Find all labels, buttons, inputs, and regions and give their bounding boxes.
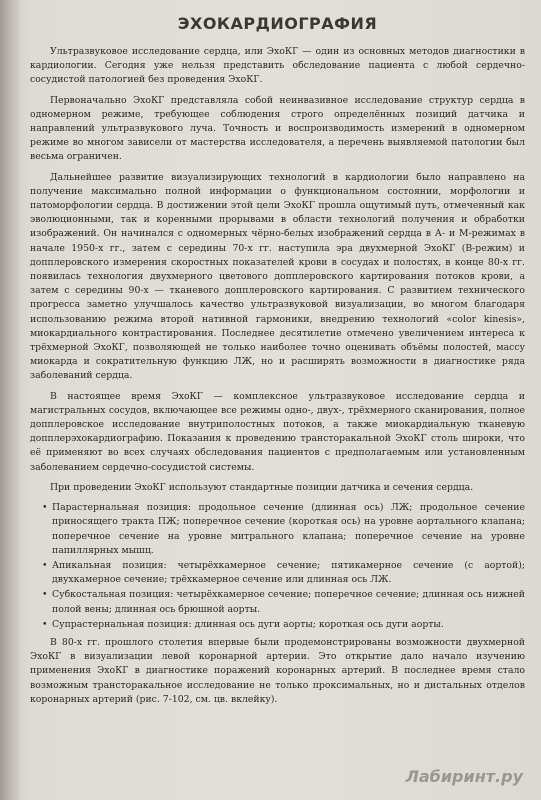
page-title: ЭХОКАРДИОГРАФИЯ: [177, 14, 378, 33]
list-item-apical: • Апикальная позиция: четырёхкамерное сечение; пятикамерное сечение (с аортой); двухкамерное сечение; трёхкамерное сечение или длинная ось ЛЖ.: [44, 559, 525, 587]
paragraph-positions-intro: При проведении ЭхоКГ используют стандартные позиции датчика и сечения сердца.: [50, 481, 474, 493]
paragraph-development: Дальнейшее развитие визуализирующих технологий в кардиологии было направлено на получение максимально полной информации о функциональном состоянии, морфологии и патоморфологии сердца. В достижении этой цели ЭхоКГ прошла ощутимый путь, отмеченный как эволюционными, так и коренными прорывами в области технологий получения и обработки изображений. Он начинался с одномерных чёрно-белых изображений сердца в А- и М-режимах в начале 1950-х гг., затем с середины 70-х гг. наступила эра двухмерной ЭхоКГ (В-режим) и допплеровского измерения скоростных показателей крови в сосудах и полостях, в конце 80-х гг. появилась технология двухмерного цветового допплеровского картирования потоков крови, а затем с середины 90-х — тканевого допплеровского картирования. С развитием технического прогресса заметно улучшалось качество ультразвуковой визуализации, во многом благодаря использованию режима второй нативной гармоники, внедрению технологий «color kinesis», миокардиального контрастирования. Последнее десятилетие отмечено увеличением интереса к трёхмерной ЭхоКГ, позволяющей не только наиболее точно оценивать объёмы полостей, массу миокарда и сократительную функцию ЛЖ, но и расширять возможности в диагностике ряда заболеваний сердца.: [30, 171, 525, 382]
list-item-subcostal: • Субкостальная позиция: четырёхкамерное сечение; поперечное сечение; длинная ось нижней полой вены; длинная ось брюшной аорты.: [44, 588, 525, 616]
list-item-parasternal: • Парастернальная позиция: продольное сечение (длинная ось) ЛЖ; продольное сечение приносящего тракта ПЖ; поперечное сечение (короткая ось) на уровне аортального клапана; поперечное сечение на уровне митрального клапана; поперечное сечение на уровне папиллярных мышц.: [44, 501, 525, 558]
paragraph-current: В настоящее время ЭхоКГ — комплексное ультразвуковое исследование сердца и магистральных сосудов, включающее все режимы одно-, двух-, трёхмерного сканирования, полное допплеровское исследование внутриполостных потоков, а также миокардиальную тканевую допплерэхокардиографию. Показания к проведению трансторакальной ЭхоКГ столь широки, что её применяют во всех случаях обследования пациентов с предполагаемым или установленным заболеванием сердечно-сосудистой системы.: [30, 390, 525, 473]
paragraph-history: Первоначально ЭхоКГ представляла собой неинвазивное исследование структур сердца в одномерном режиме, требующее соблюдения строго определённых позиций датчика и направлений ультразвукового луча. Точность и воспроизводимость измерений в одномерном режиме во многом зависели от мастерства исследователя, а перечень выявляемой патологии был весьма ограничен.: [30, 94, 525, 163]
paragraph-coronary: В 80-х гг. прошлого столетия впервые были продемонстрированы возможности двухмерной ЭхоКГ в визуализации левой коронарной артерии. Это открытие дало начало изучению применения ЭхоКГ в диагностике поражений коронарных артерий. В последнее время стало возможным трансторакальное исследование не только проксимальных, но и дистальных отделов коронарных артерий (рис. 7-102, см. цв. вклейку).: [30, 636, 525, 705]
positions-list: [30, 501, 525, 632]
paragraph-intro: Ультразвуковое исследование сердца, или ЭхоКГ — один из основных методов диагностики в кардиологии. Сегодня уже нельзя представить обследование пациента с любой сердечно-сосудистой патологией без проведения ЭхоКГ.: [30, 46, 525, 86]
watermark-logo: Лабиринт.ру: [405, 767, 523, 786]
list-item-suprasternal: • Супрастернальная позиция: длинная ось дуги аорты; короткая ось дуги аорты.: [44, 618, 525, 632]
